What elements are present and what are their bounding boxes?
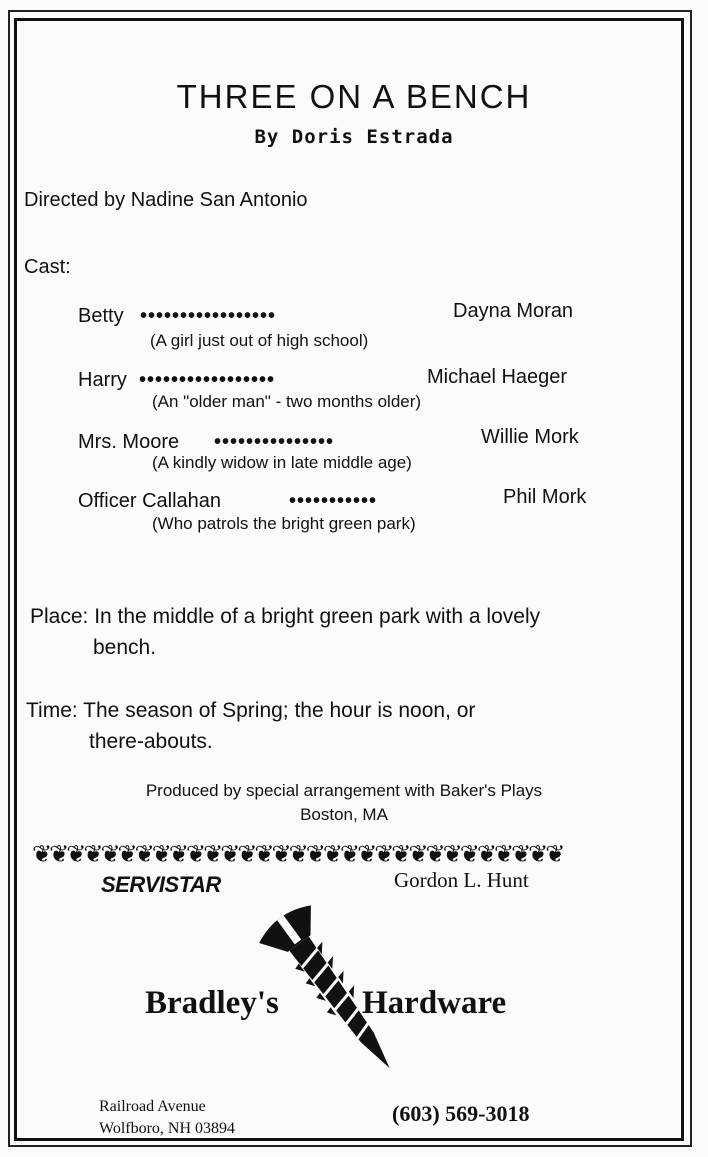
- cast-role: Mrs. Moore: [78, 431, 180, 453]
- play-author: By Doris Estrada: [254, 126, 454, 148]
- cast-heading: Cast:: [24, 256, 71, 278]
- cast-role: Betty: [78, 305, 124, 327]
- leader-dots: •••••••••••••••••: [140, 305, 277, 327]
- cast-description: (An "older man" - two months older): [152, 392, 422, 411]
- cast-description: (Who patrols the bright green park): [152, 514, 416, 533]
- setting-time: Time: The season of Spring; the hour is noon, or there-abouts.: [26, 699, 476, 753]
- leader-dots: •••••••••••: [289, 490, 378, 512]
- store-phone: (603) 569-3018: [392, 1101, 530, 1126]
- cast-actor: Michael Haeger: [427, 366, 568, 388]
- cast-actor: Phil Mork: [503, 486, 587, 508]
- cast-description: (A girl just out of high school): [150, 331, 369, 350]
- ad-owner: Gordon L. Hunt: [394, 868, 529, 892]
- servistar-logo: SERVISTAR: [101, 872, 221, 897]
- cast-description: (A kindly widow in late middle age): [152, 453, 412, 472]
- cast-role: Officer Callahan: [78, 490, 222, 512]
- cast-role: Harry: [78, 369, 127, 391]
- setting-place: Place: In the middle of a bright green park with a lovely bench.: [30, 605, 541, 659]
- cast-actor: Dayna Moran: [453, 300, 574, 322]
- store-name-left: Bradley's: [145, 985, 279, 1021]
- cast-actor: Willie Mork: [481, 426, 579, 448]
- store-name-right: Hardware: [362, 985, 507, 1021]
- leader-dots: •••••••••••••••: [214, 431, 335, 453]
- director-credit: Directed by Nadine San Antonio: [24, 189, 308, 211]
- production-credit: Produced by special arrangement with Baker's Plays Boston, MA: [145, 781, 543, 824]
- play-title: THREE ON A BENCH: [176, 78, 532, 115]
- heart-border: ❦❦❦❦❦❦❦❦❦❦❦❦❦❦❦❦❦❦❦❦❦❦❦❦❦❦❦❦❦❦❦: [32, 841, 563, 868]
- store-address: Railroad Avenue Wolfboro, NH 03894: [99, 1098, 236, 1137]
- leader-dots: •••••••••••••••••: [139, 369, 276, 391]
